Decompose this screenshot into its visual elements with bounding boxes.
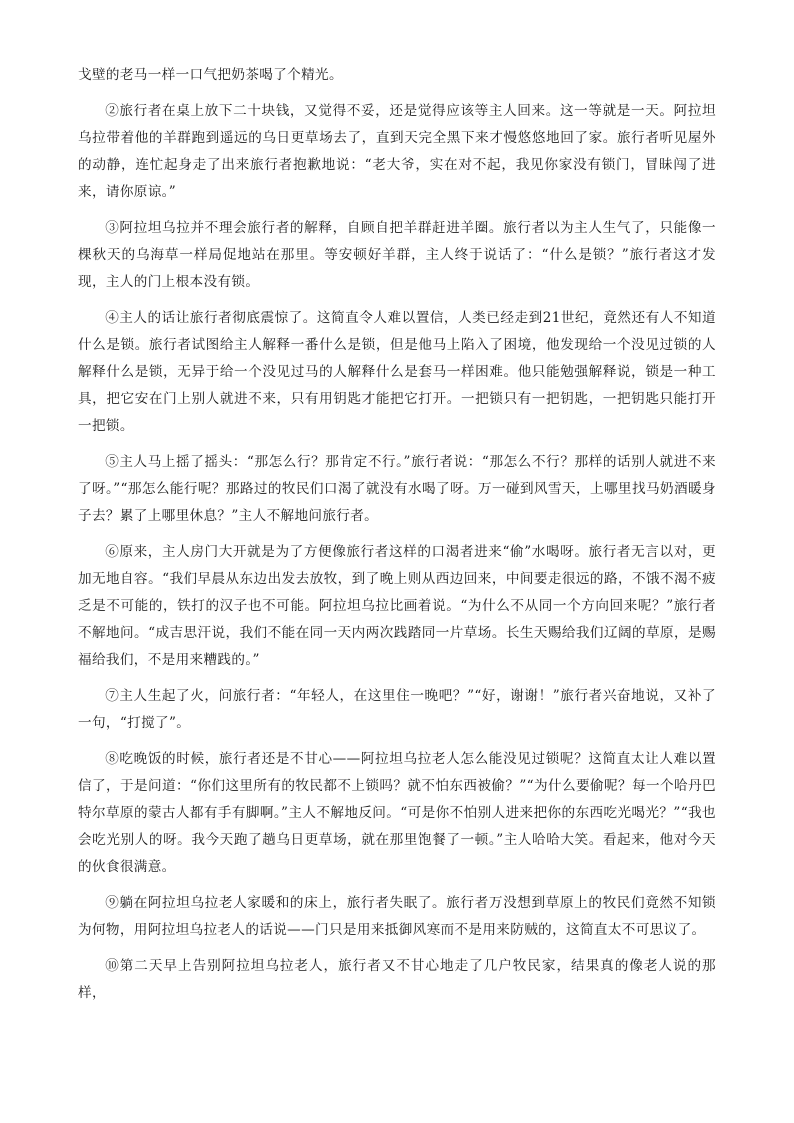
paragraph-8: ⑧吃晚饭的时候，旅行者还是不甘心——阿拉坦乌拉老人怎么能没见过锁呢？这简直太让人难以置信了，于是问道：“你们这里所有的牧民都不上锁吗？就不怕东西被偷？”“为什么要偷呢？每一个哈丹巴特尔草原的蒙古人都有手有脚啊。”主人不解地反问。“可是你不怕别人进来把你的东西吃光喝光？”“我也会吃光别人的呀。我今天跑了趟乌日更草场，就在那里饱餐了一顿。”主人哈哈大笑。看起来，他对今天的伙食很满意。 — [78, 751, 716, 875]
paragraph-7: ⑦主人生起了火，问旅行者：“年轻人，在这里住一晚吧？”“好，谢谢！”旅行者兴奋地说，又补了一句，“打搅了”。 — [78, 688, 716, 731]
paragraph-3: ③阿拉坦乌拉并不理会旅行者的解释，自顾自把羊群赶进羊圈。旅行者以为主人生气了，只能像一棵秋天的乌海草一样局促地站在那里。等安顿好羊群，主人终于说话了：“什么是锁？”旅行者这才发现，主人的门上根本没有锁。 — [78, 220, 716, 290]
paragraph-10: ⑩第二天早上告别阿拉坦乌拉老人，旅行者又不甘心地走了几户牧民家，结果真的像老人说的那样， — [78, 958, 716, 1001]
paragraph-9: ⑨躺在阿拉坦乌拉老人家暖和的床上，旅行者失眠了。旅行者万没想到草原上的牧民们竟然不知锁为何物，用阿拉坦乌拉老人的话说——门只是用来抵御风寒而不是用来防贼的，这简直太不可思议了。 — [78, 895, 716, 938]
paragraph-6: ⑥原来，主人房门大开就是为了方便像旅行者这样的口渴者进来“偷”水喝呀。旅行者无言以对，更加无地自容。“我们早晨从东边出发去放牧，到了晚上则从西边回来，中间要走很远的路，不饿不渴不疲乏是不可能的，铁打的汉子也不可能。阿拉坦乌拉比画着说。“为什么不从同一个方向回来呢？”旅行者不解地问。“成吉思汗说，我们不能在同一天内两次践踏同一片草场。长生天赐给我们辽阔的草原，是赐福给我们，不是用来糟践的。” — [78, 544, 716, 668]
paragraph-continuation: 戈壁的老马一样一口气把奶茶喝了个精光。 — [78, 67, 343, 83]
paragraph-2: ②旅行者在桌上放下二十块钱，又觉得不妥，还是觉得应该等主人回来。这一等就是一天。阿拉坦乌拉带着他的羊群跑到遥远的乌日更草场去了，直到天完全黑下来才慢悠悠地回了家。旅行者听见屋外的动静，连忙起身走了出来旅行者抱歉地说：“老大爷，实在对不起，我见你家没有锁门，冒昧闯了进来，请你原谅。” — [78, 103, 716, 200]
paragraph-4: ④主人的话让旅行者彻底震惊了。这简直令人难以置信，人类已经走到21世纪，竟然还有人不知道什么是锁。旅行者试图给主人解释一番什么是锁，但是他马上陷入了困境，他发现给一个没见过锁的人解释什么是锁，无异于给一个没见过马的人解释什么是套马一样困难。他只能勉强解释说，锁是一种工具，把它安在门上别人就进不来，只有用钥匙才能把它打开。一把锁只有一把钥匙，一把钥匙只能打开一把锁。 — [78, 310, 716, 434]
paragraph-5: ⑤主人马上摇了摇头：“那怎么行？那肯定不行。”旅行者说：“那怎么不行？那样的话别人就进不来了呀。”“那怎么能行呢？那路过的牧民们口渴了就没有水喝了呀。万一碰到风雪天，上哪里找马奶酒暖身子去？累了上哪里休息？”主人不解地问旅行者。 — [78, 454, 716, 524]
article-body — [78, 62, 716, 1016]
